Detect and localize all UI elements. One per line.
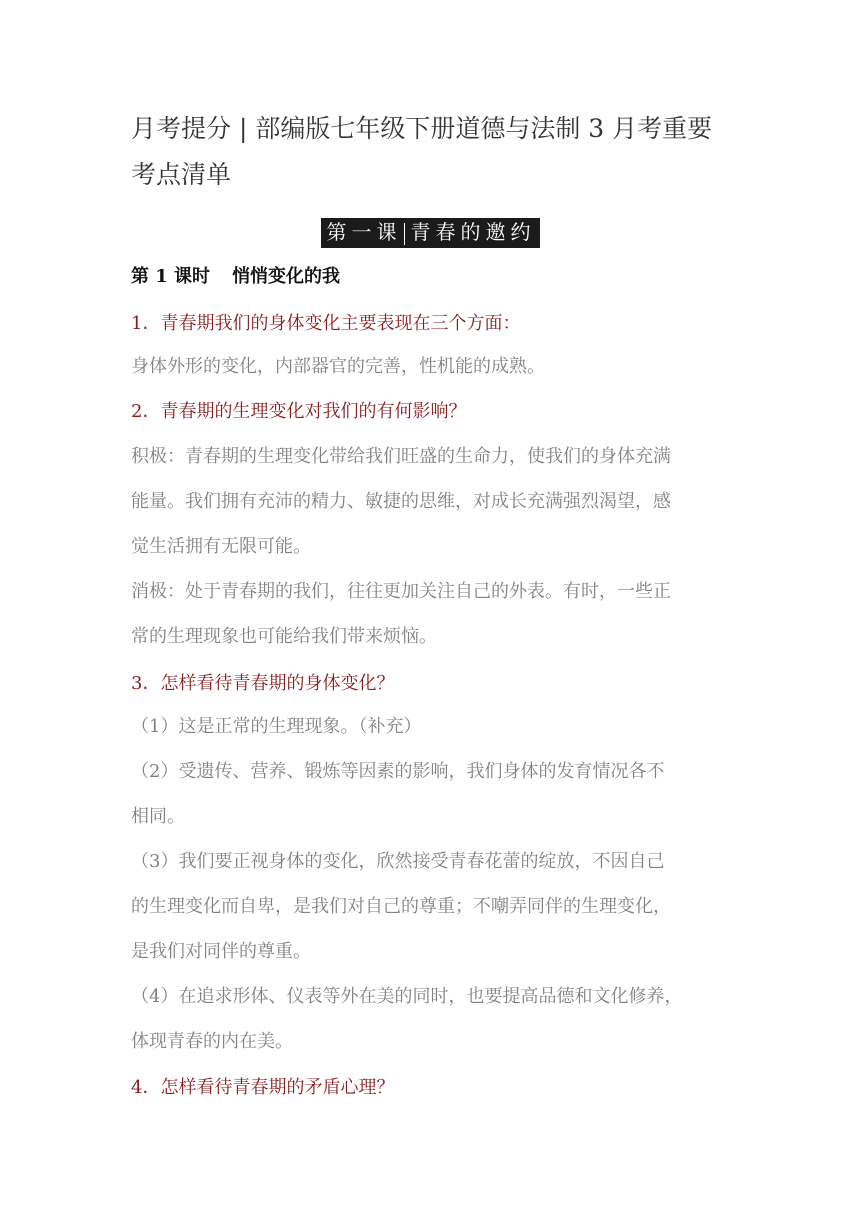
question-2: 2．青春期的生理变化对我们的有何影响？ xyxy=(131,401,467,422)
article-title-line: 考点清单 xyxy=(131,160,232,189)
answer-line: 相同。 xyxy=(131,806,185,827)
answer-3 xyxy=(131,704,733,1064)
answer-1 xyxy=(131,344,733,389)
question-3: 3．怎样看待青春期的身体变化？ xyxy=(131,673,395,694)
section-title xyxy=(131,263,340,291)
answer-line: （4）在追求形体、仪表等外在美的同时，也要提高品德和文化修养， xyxy=(131,986,683,1007)
answer-line: 体现青春的内在美。 xyxy=(131,1031,293,1052)
section-name: 悄悄变化的我 xyxy=(232,266,341,287)
section-number: 第 1 课时 xyxy=(131,266,211,287)
question-1: 1．青春期我们的身体变化主要表现在三个方面： xyxy=(131,313,521,334)
answer-line: 积极：青春期的生理变化带给我们旺盛的生命力，使我们的身体充满 xyxy=(131,446,671,467)
lesson-label: 第一课 xyxy=(326,220,402,244)
answer-line: 能量。我们拥有充沛的精力、敏捷的思维，对成长充满强烈渴望，感 xyxy=(131,491,671,512)
answer-line: 身体外形的变化，内部器官的完善，性机能的成熟。 xyxy=(131,356,545,377)
question-4: 4．怎样看待青春期的矛盾心理？ xyxy=(131,1077,395,1098)
answer-line: 的生理变化而自卑，是我们对自己的尊重；不嘲弄同伴的生理变化， xyxy=(131,896,671,917)
answer-line: （1）这是正常的生理现象。（补充） xyxy=(131,716,422,737)
lesson-name: 青春的邀约 xyxy=(410,220,536,244)
answer-2 xyxy=(131,434,733,659)
answer-line: 是我们对同伴的尊重。 xyxy=(131,941,311,962)
answer-line: 常的生理现象也可能给我们带来烦恼。 xyxy=(131,626,437,647)
answer-line: 消极：处于青春期的我们，往往更加关注自己的外表。有时，一些正 xyxy=(131,581,671,602)
lesson-divider xyxy=(404,223,405,245)
lesson-banner-row xyxy=(0,218,860,248)
article-title xyxy=(131,106,731,198)
lesson-banner xyxy=(321,218,540,248)
article-title-line: 月考提分 | 部编版七年级下册道德与法制 3 月考重要 xyxy=(131,114,713,143)
answer-line: （3）我们要正视身体的变化，欣然接受青春花蕾的绽放，不因自己 xyxy=(131,851,665,872)
answer-line: （2）受遗传、营养、锻炼等因素的影响，我们身体的发育情况各不 xyxy=(131,761,665,782)
answer-line: 觉生活拥有无限可能。 xyxy=(131,536,311,557)
